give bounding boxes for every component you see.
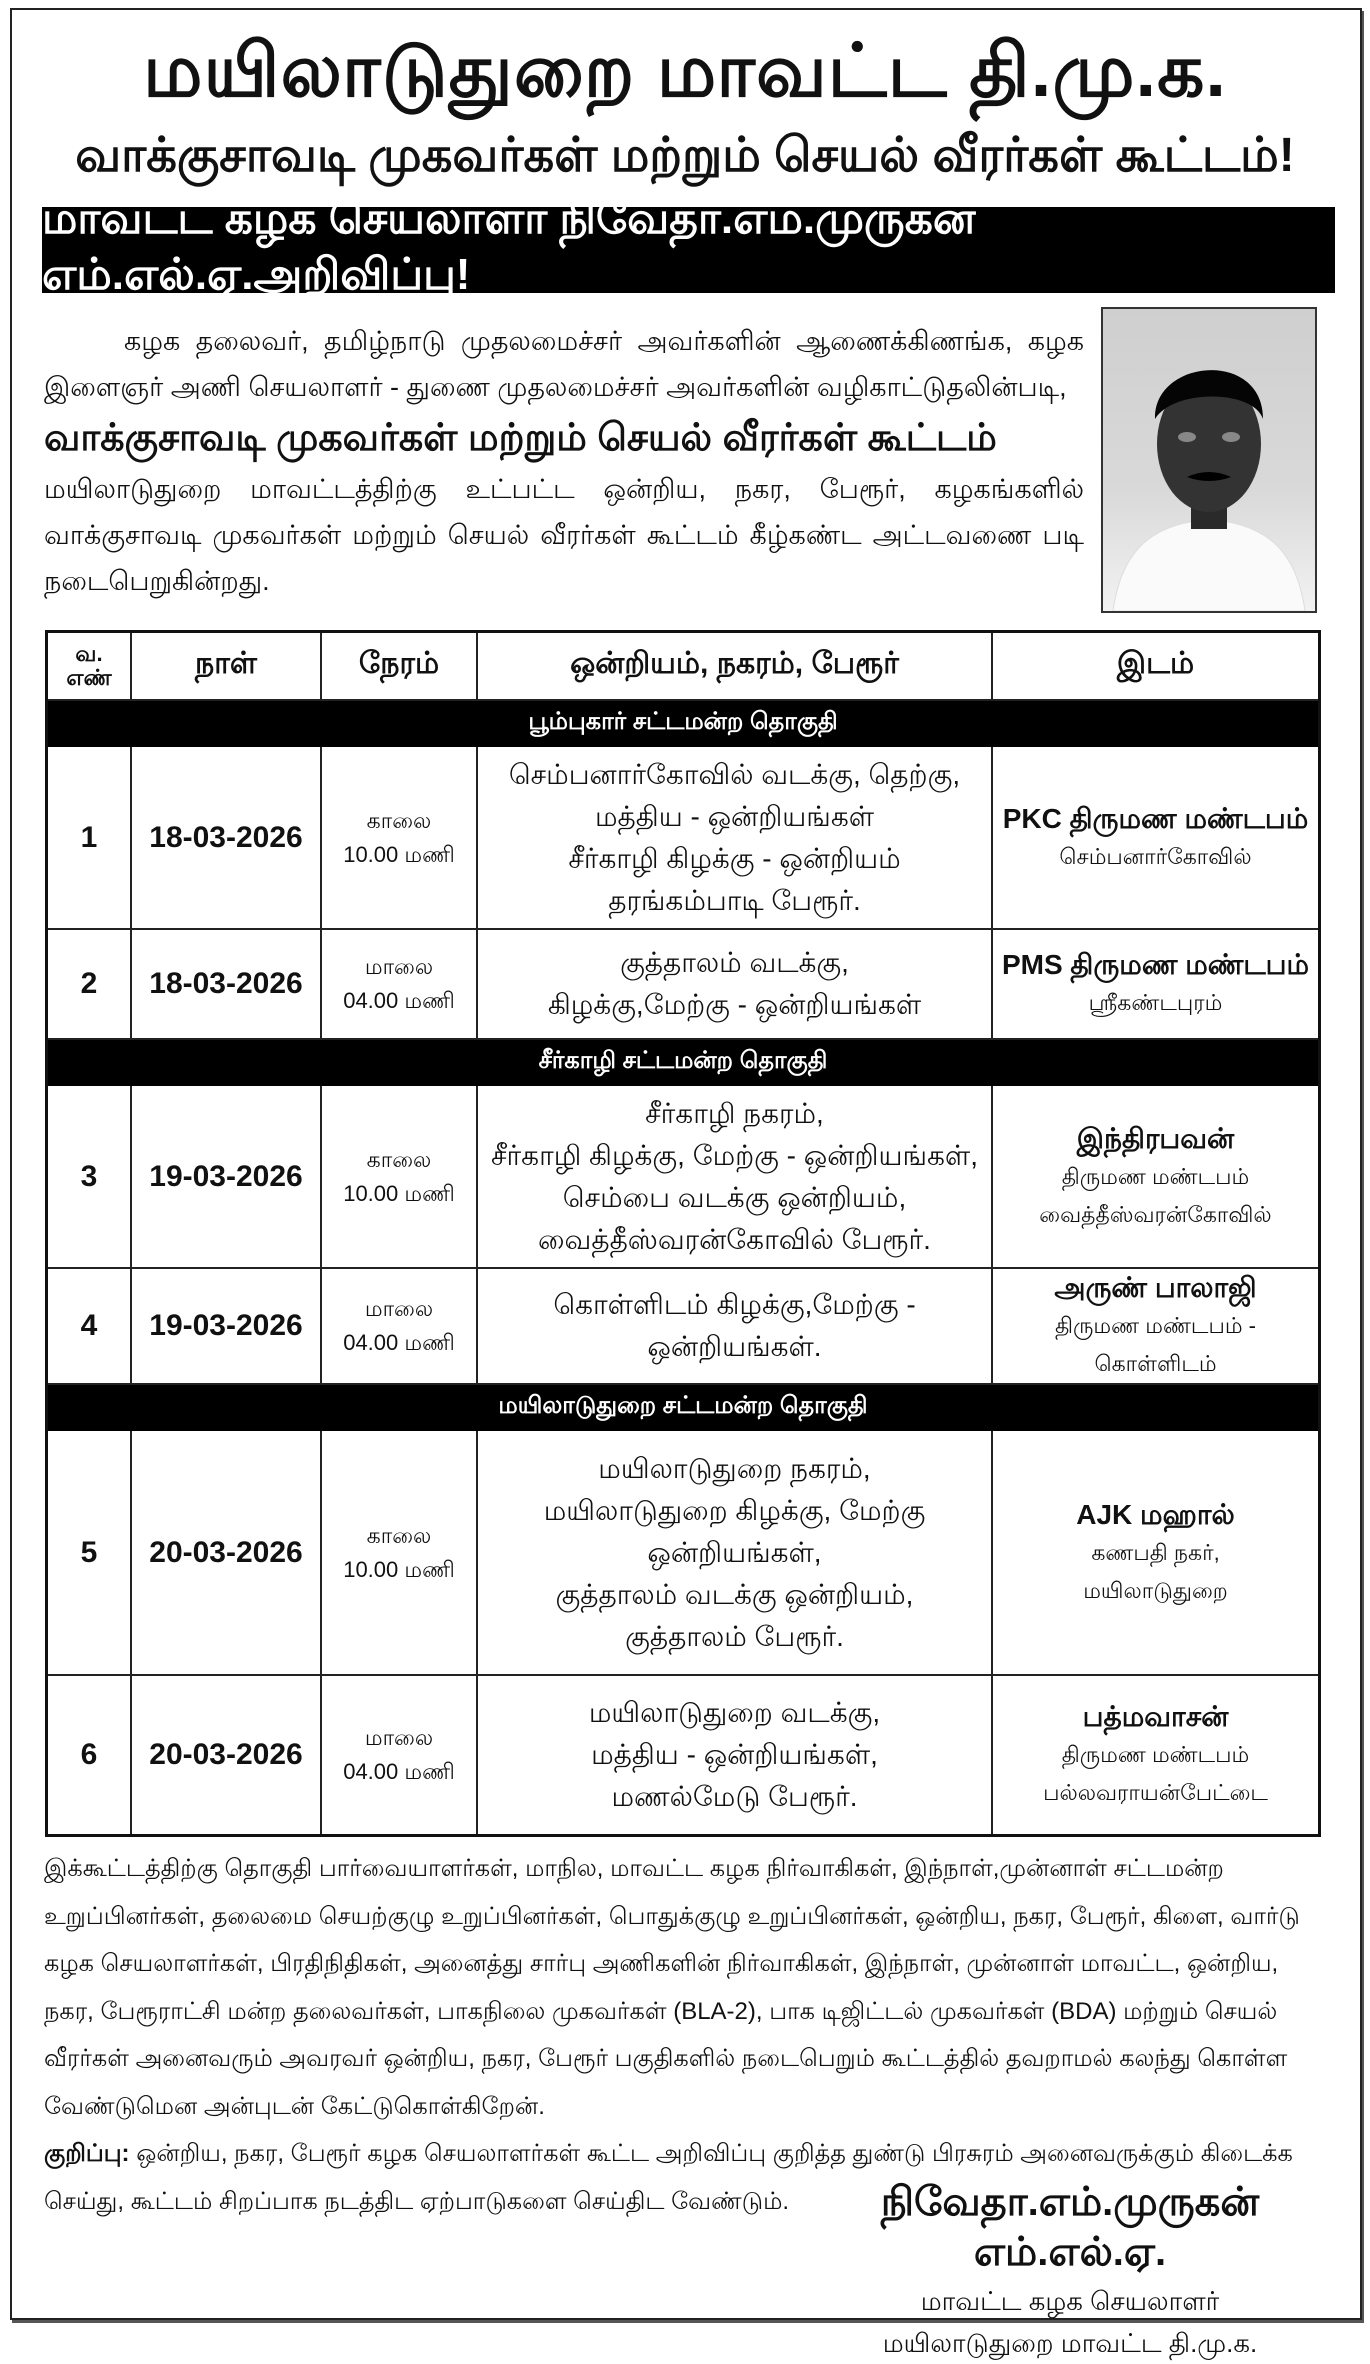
signature-block — [800, 2180, 1340, 2364]
header-date: நாள் — [131, 632, 321, 701]
venue-line: செம்பனார்கோவில் — [1059, 843, 1252, 869]
time-cell — [321, 929, 477, 1039]
time-value: 04.00 மணி — [343, 1758, 455, 1784]
time-value: 04.00 மணி — [343, 1330, 455, 1355]
area-line: குத்தாலம் வடக்கு, — [620, 947, 849, 978]
date-cell: 20-03-2026 — [131, 1430, 321, 1675]
header-venue: இடம் — [992, 632, 1320, 701]
area-line: தரங்கம்பாடி பேரூர். — [608, 884, 861, 916]
schedule-table — [45, 630, 1321, 1837]
date-cell: 20-03-2026 — [131, 1675, 321, 1835]
venue-line: கணபதி நகர், — [1091, 1539, 1220, 1565]
date-cell: 19-03-2026 — [131, 1268, 321, 1384]
time-value: 10.00 மணி — [343, 1180, 455, 1206]
area-line: சீர்காழி நகரம், — [645, 1097, 824, 1129]
area-line: வைத்தீஸ்வரன்கோவில் பேரூர். — [538, 1223, 931, 1255]
table-row — [47, 1268, 1320, 1384]
area-line: சீர்காழி கிழக்கு - ஒன்றியம் — [568, 842, 901, 874]
area-line: மயிலாடுதுறை வடக்கு, — [588, 1696, 881, 1728]
venue-line: பல்லவராயன்பேட்டை — [1043, 1779, 1268, 1805]
time-cell — [321, 746, 477, 929]
venue-line: வைத்தீஸ்வரன்கோவில் — [1039, 1201, 1272, 1227]
venue-name: PMS திருமண மண்டபம் — [1001, 949, 1310, 980]
venue-cell — [992, 746, 1320, 929]
note-label: குறிப்பு: — [44, 2140, 130, 2167]
time-period: மாலை — [364, 1296, 434, 1321]
area-line: செம்பனார்கோவில் வடக்கு, தெற்கு, — [508, 758, 961, 790]
announcement-banner — [42, 194, 1335, 299]
area-line: மத்திய - ஒன்றியங்கள் — [594, 800, 874, 832]
venue-name: அருண் பாலாஜி — [1054, 1272, 1257, 1303]
date-cell: 18-03-2026 — [131, 929, 321, 1039]
time-period: காலை — [366, 807, 432, 833]
area-line: செம்பை வடக்கு ஒன்றியம், — [562, 1181, 907, 1213]
venue-cell — [992, 1675, 1320, 1835]
table-row — [47, 1675, 1320, 1835]
areas-cell — [477, 1085, 992, 1268]
header-time: நேரம் — [321, 632, 477, 701]
venue-cell — [992, 929, 1320, 1039]
area-line: குத்தாலம் வடக்கு ஒன்றியம், — [555, 1578, 914, 1610]
portrait-photo-icon — [1101, 307, 1317, 613]
header-serial-no: வ. எண் — [47, 632, 132, 701]
area-line: சீர்காழி கிழக்கு, மேற்கு - ஒன்றியங்கள், — [491, 1139, 978, 1171]
area-line: ஒன்றியங்கள், — [647, 1536, 822, 1568]
venue-line: திருமண மண்டபம் — [1061, 1163, 1250, 1189]
section-row — [47, 1384, 1320, 1430]
time-cell — [321, 1675, 477, 1835]
time-value: 10.00 மணி — [343, 1556, 455, 1582]
venue-cell — [992, 1268, 1320, 1384]
serial-no-cell: 1 — [47, 746, 132, 929]
venue-name: இந்திரபவன் — [1076, 1122, 1235, 1154]
area-line: மயிலாடுதுறை கிழக்கு, மேற்கு — [543, 1494, 926, 1526]
section-title: பூம்புகார் சட்டமன்ற தொகுதி — [47, 700, 1320, 746]
venue-name: PKC திருமண மண்டபம் — [1002, 802, 1309, 834]
venue-line: திருமண மண்டபம் - கொள்ளிடம் — [1055, 1313, 1256, 1376]
venue-name: பத்மவாசன் — [1082, 1700, 1229, 1732]
table-row — [47, 1085, 1320, 1268]
area-line: கிழக்கு,மேற்கு - ஒன்றியங்கள் — [547, 989, 922, 1020]
date-cell: 18-03-2026 — [131, 746, 321, 929]
section-row — [47, 1039, 1320, 1085]
intro-paragraph-1: கழக தலைவர், தமிழ்நாடு முதலமைச்சர் அவர்களின் ஆணைக்கிணங்க, கழக இளைஞர் அணி செயலாளர் - துணை முதலமைச்சர் அவர்களின் வழிகாட்டுதலின்படி, — [44, 326, 1084, 402]
header-areas: ஒன்றியம், நகரம், பேரூர் — [477, 632, 992, 701]
signatory-org: மயிலாடுதுறை மாவட்ட தி.மு.க. — [882, 2328, 1258, 2358]
areas-cell — [477, 929, 992, 1039]
time-value: 04.00 மணி — [343, 988, 455, 1013]
note-text: ஒன்றிய, நகர, பேரூர் கழக செயலாளர்கள் கூட்ட அறிவிப்பு குறித்த துண்டு பிரசுரம் அனைவருக்கும் கிடைக்க செய்து, கூட்டம் சிறப்பாக நடத்திட ஏற்பாடுகளை செய்திட வேண்டும். — [44, 2140, 1293, 2215]
table-row — [47, 746, 1320, 929]
areas-cell — [477, 1675, 992, 1835]
area-line: கொள்ளிடம் கிழக்கு,மேற்கு - ஒன்றியங்கள். — [553, 1289, 916, 1362]
notice-title: மயிலாடுதுறை மாவட்ட தி.மு.க. — [143, 29, 1227, 112]
serial-no-cell: 2 — [47, 929, 132, 1039]
signatory-name: நிவேதா.எம்.முருகன் எம்.எல்.ஏ. — [880, 2180, 1260, 2274]
time-period: மாலை — [364, 1724, 434, 1750]
section-row — [47, 700, 1320, 746]
time-cell — [321, 1430, 477, 1675]
serial-no-cell: 4 — [47, 1268, 132, 1384]
area-line: மணல்மேடு பேரூர். — [611, 1780, 858, 1812]
areas-cell — [477, 746, 992, 929]
time-period: காலை — [366, 1146, 432, 1172]
areas-cell — [477, 1268, 992, 1384]
area-line: குத்தாலம் பேரூர். — [625, 1620, 844, 1652]
signatory-role: மாவட்ட கழக செயலாளர் — [920, 2286, 1220, 2316]
appeal-paragraph: இக்கூட்டத்திற்கு தொகுதி பார்வையாளர்கள், மாநில, மாவட்ட கழக நிர்வாகிகள், இந்நாள்,முன்னாள் சட்டமன்ற உறுப்பினர்கள், தலைமை செயற்குழு உறுப்பினர்கள், பொதுக்குழு உறுப்பினர்கள், ஒன்றிய, நகர, பேரூர், கிளை, வார்டு கழக செயலாளர்கள், பிரதிநிதிகள், அனைத்து சார்பு அணிகளின் நிர்வாகிகள், இந்நாள், முன்னாள் மாவட்ட, ஒன்றிய, நகர, பேரூராட்சி மன்ற தலைவர்கள், பாகநிலை முகவர்கள் (BLA-2), பாக டிஜிட்டல் முகவர்கள் (BDA) மற்றும் செயல் வீரர்கள் அனைவரும் அவரவர் ஒன்றிய, நகர, பேரூர் பகுதிகளில் நடைபெறும் கூட்டத்தில் தவறாமல் கலந்து கொள்ள வேண்டுமென அன்புடன் கேட்டுகொள்கிறேன். — [44, 1855, 1300, 2120]
venue-line: ஸ்ரீகண்டபுரம் — [1088, 990, 1223, 1015]
venue-cell — [992, 1085, 1320, 1268]
serial-no-cell: 6 — [47, 1675, 132, 1835]
venue-line: திருமண மண்டபம் — [1061, 1741, 1250, 1767]
intro-paragraph-2: மயிலாடுதுறை மாவட்டத்திற்கு உட்பட்ட ஒன்றிய, நகர, பேரூர், கழகங்களில் வாக்குசாவடி முகவர்கள் மற்றும் செயல் வீரர்கள் கூட்டம் கீழ்கண்ட அட்டவணை படி நடைபெறுகின்றது. — [44, 474, 1084, 596]
area-line: மயிலாடுதுறை நகரம், — [598, 1452, 871, 1484]
areas-cell — [477, 1430, 992, 1675]
table-header-row — [47, 632, 1320, 701]
serial-no-cell: 3 — [47, 1085, 132, 1268]
banner-text: மாவட்ட கழக செயலாளர் நிவேதா.எம்.முருகன் எம்.எல்.ஏ.அறிவிப்பு! — [42, 194, 976, 299]
time-period: மாலை — [364, 954, 434, 979]
serial-no-cell: 5 — [47, 1430, 132, 1675]
area-line: மத்திய - ஒன்றியங்கள், — [591, 1738, 878, 1770]
venue-cell — [992, 1430, 1320, 1675]
time-period: காலை — [366, 1522, 432, 1548]
footer-text — [44, 1845, 1334, 2225]
table-row — [47, 929, 1320, 1039]
intro-bold-line: வாக்குசாவடி முகவர்கள் மற்றும் செயல் வீரர்கள் கூட்டம் — [44, 417, 997, 459]
table-row — [47, 1430, 1320, 1675]
notice-subtitle: வாக்குசாவடி முகவர்கள் மற்றும் செயல் வீரர்கள் கூட்டம்! — [75, 129, 1295, 182]
section-title: மயிலாடுதுறை சட்டமன்ற தொகுதி — [47, 1384, 1320, 1430]
time-cell — [321, 1268, 477, 1384]
date-cell: 19-03-2026 — [131, 1085, 321, 1268]
section-title: சீர்காழி சட்டமன்ற தொகுதி — [47, 1039, 1320, 1085]
intro-text — [44, 318, 1084, 604]
venue-name: AJK மஹால் — [1076, 1498, 1235, 1530]
time-cell — [321, 1085, 477, 1268]
time-value: 10.00 மணி — [343, 841, 455, 867]
venue-line: மயிலாடுதுறை — [1083, 1577, 1228, 1603]
